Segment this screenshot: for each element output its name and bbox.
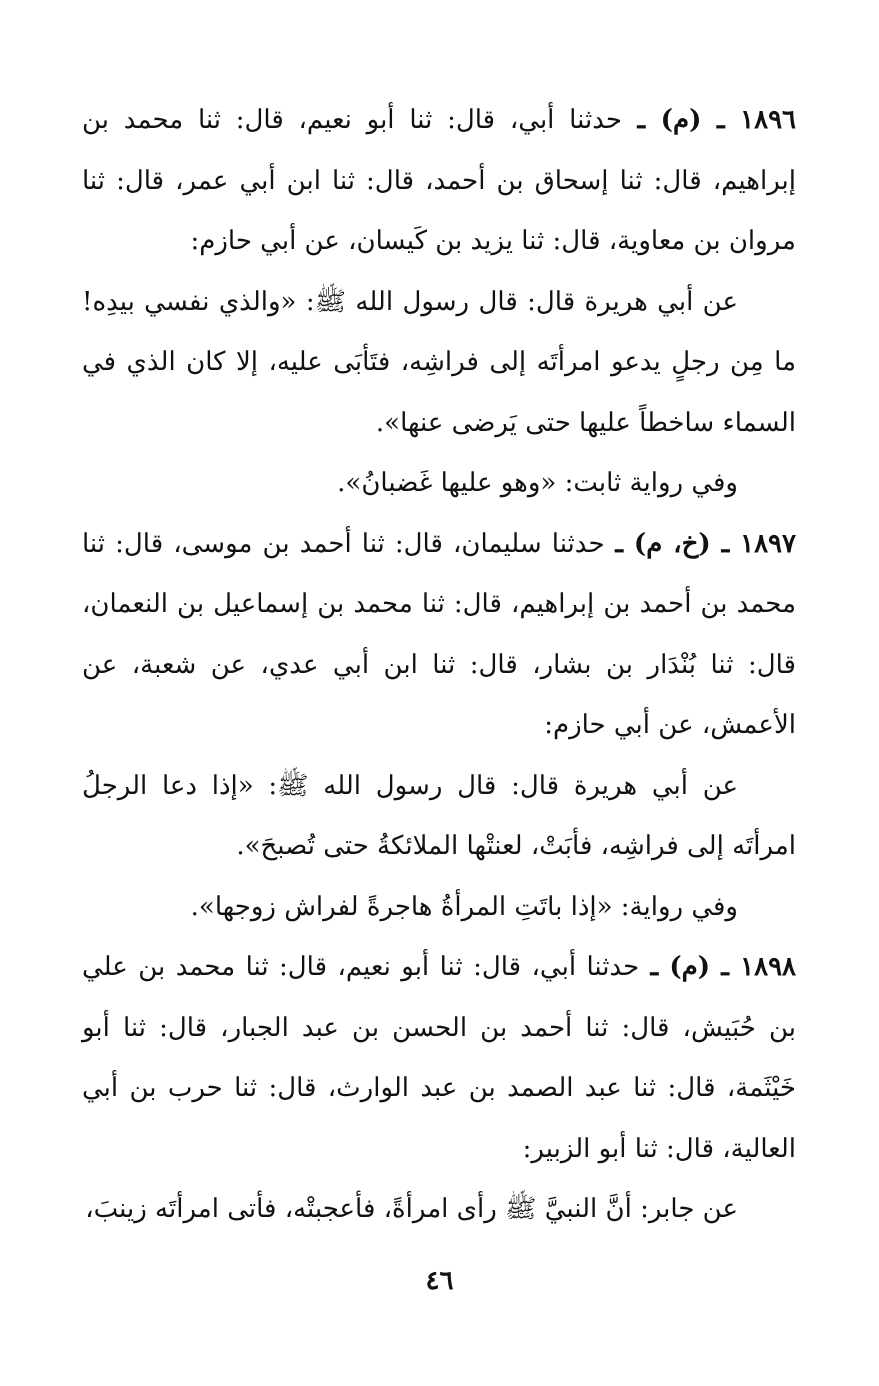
hadith-1896-chain	[82, 90, 796, 272]
hadith-1897-text: حدثنا سليمان، قال: ثنا أحمد بن موسى، قال: ثنا محمد بن أحمد بن إبراهيم، قال: ثنا محمد بن إسماعيل بن النعمان، قال: ثنا بُنْدَار بن بشار، قال: ثنا ابن أبي عدي، عن شعبة، عن الأعمش، عن أبي حازم:	[82, 528, 796, 740]
hadith-number-1898: ١٨٩٨ ـ (م) ـ	[639, 952, 796, 982]
page-number: ٤٦	[425, 1266, 454, 1296]
hadith-1898-chain	[82, 937, 796, 1179]
hadith-1897-variant: وفي رواية: «إذا باتَتِ المرأةُ هاجرةً لفراش زوجها».	[190, 891, 738, 922]
page-body	[82, 90, 796, 1240]
hadith-1896-variant: وفي رواية ثابت: «وهو عليها غَضبانُ».	[337, 468, 738, 498]
hadith-1896-matn: عن أبي هريرة قال: قال رسول الله ﷺ: «والذي نفسي بيدِه! ما مِن رجلٍ يدعو امرأتَه إلى فراشِه، فتَأبَى عليه، إلا كان الذي في السماء ساخطاً عليها حتى يَرضى عنها».	[82, 286, 796, 438]
hadith-1898-text: حدثنا أبي، قال: ثنا أبو نعيم، قال: ثنا محمد بن علي بن حُبَيش، قال: ثنا أحمد بن الحسن بن عبد الجبار، قال: ثنا أبو خَيْثَمة، قال: ثنا عبد الصمد بن عبد الوارث، قال: ثنا حرب بن أبي العالية، قال: ثنا أبو الزبير:	[82, 952, 796, 1164]
hadith-1897-chain	[82, 514, 796, 756]
hadith-number-1897: ١٨٩٧ ـ (خ، م) ـ	[604, 528, 796, 559]
hadith-number-1896: ١٨٩٦ ـ (م) ـ	[621, 105, 796, 135]
hadith-1896-text: حدثنا أبي، قال: ثنا أبو نعيم، قال: ثنا محمد بن إبراهيم، قال: ثنا إسحاق بن أحمد، قال: ثنا ابن أبي عمر، قال: ثنا مروان بن معاوية، قال: ثنا يزيد بن كَيسان، عن أبي حازم:	[82, 105, 796, 256]
hadith-1897-matn: عن أبي هريرة قال: قال رسول الله ﷺ: «إذا دعا الرجلُ امرأتَه إلى فراشِه، فأبَتْ، لعنتْها الملائكةُ حتى تُصبحَ».	[82, 770, 796, 861]
hadith-1898-matn: عن جابر: أنَّ النبيَّ ﷺ رأى امرأةً، فأعجبتْه، فأتى امرأتَه زينبَ،	[85, 1194, 738, 1224]
